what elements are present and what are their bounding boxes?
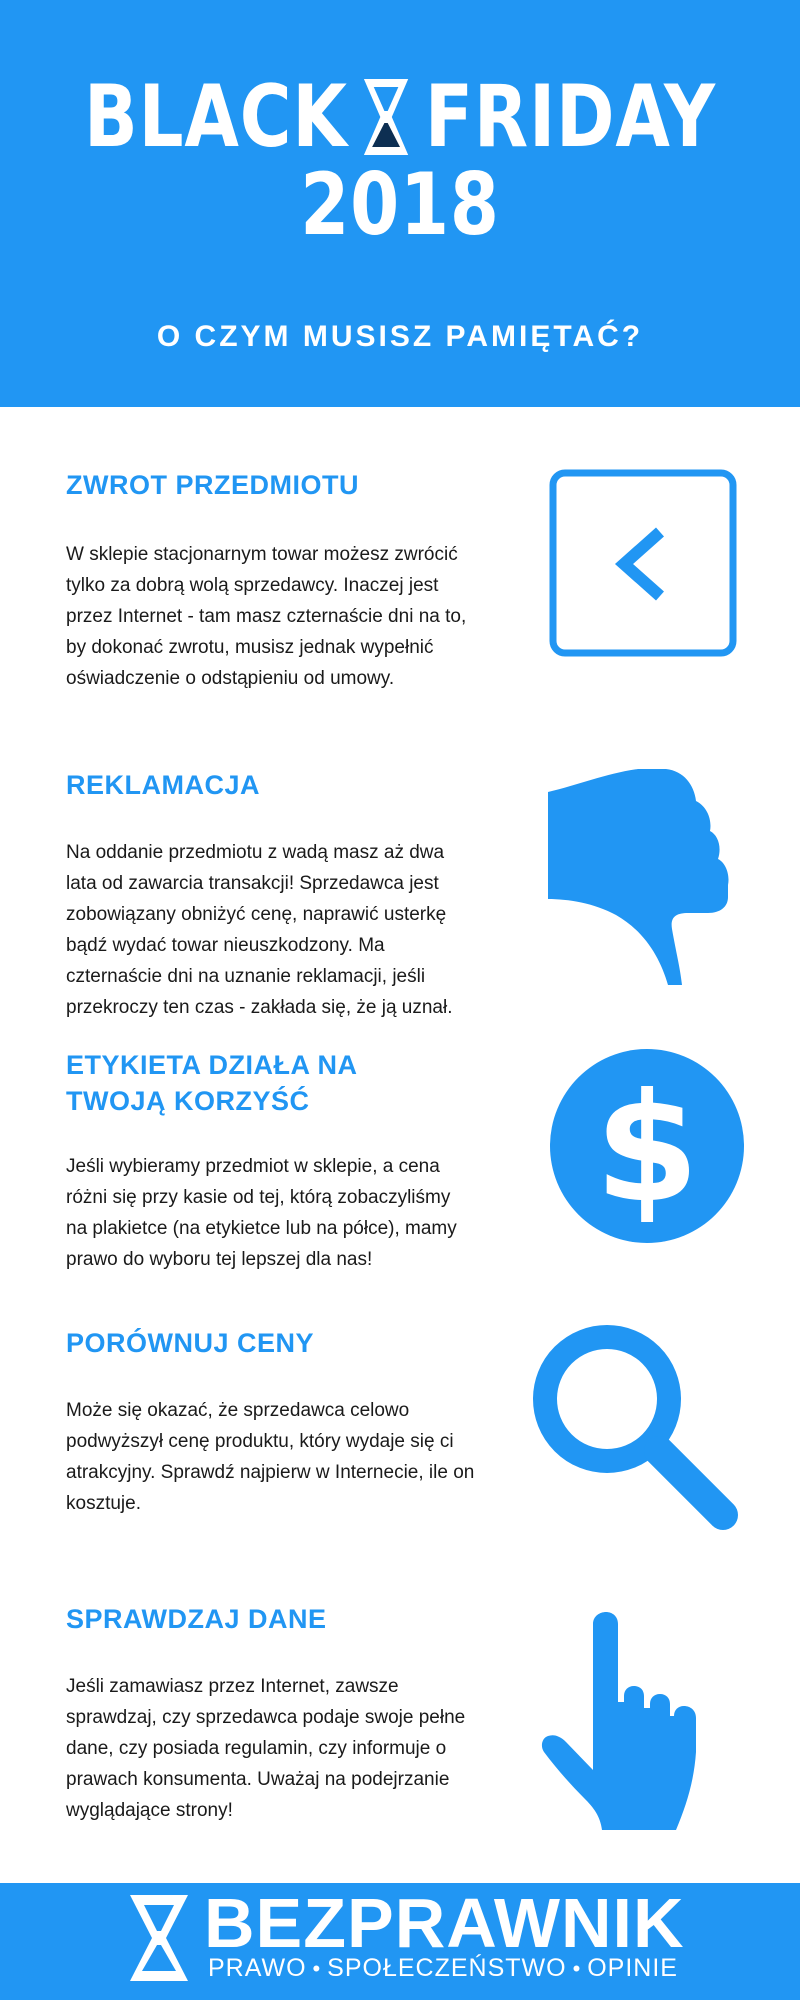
tagline-item: PRAWO <box>208 1954 307 1982</box>
section-title: PORÓWNUJ CENY <box>66 1328 315 1358</box>
section-check-data <box>66 1601 486 1821</box>
title-word-friday: FRIDAY <box>424 66 716 167</box>
section-title: REKLAMACJA <box>66 770 260 800</box>
tagline-item: SPOŁECZEŃSTWO <box>327 1954 567 1982</box>
section-text: W sklepie stacjonarnym towar możesz zwrócić tylko za dobrą wolą sprzedawcy. Inaczej jest przez Internet - tam masz czternaście dni na to, by dokonać zwrotu, musisz jednak wypełnić oświadczenie o odstąpieniu od umowy. <box>66 544 467 689</box>
tagline-separator: • <box>572 1955 582 1981</box>
section-compare-prices <box>66 1325 486 1514</box>
hourglass-icon <box>363 77 411 157</box>
title-word-black: BLACK <box>84 66 348 167</box>
tagline-separator: • <box>312 1955 322 1981</box>
section-title: ZWROT PRZEDMIOTU <box>66 470 359 500</box>
section-text: Może się okazać, że sprzedawca celowo podwyższył cenę produktu, który wydaje się ci atrakcyjny. Sprawdź najpierw w Internecie, ile on kosztuje. <box>66 1400 475 1514</box>
magnifier-icon <box>533 1325 743 1535</box>
section-text: Jeśli zamawiasz przez Internet, zawsze sprawdzaj, czy sprzedawca podaje swoje pełne dane, czy posiada regulamin, czy informuje o prawach konsumenta. Uważaj na podejrzanie wyglądające strony! <box>66 1676 466 1821</box>
thumbs-down-icon <box>548 767 743 987</box>
brand-logo-text: BEZPRAWNIK <box>204 1884 685 1962</box>
page-title-line1 <box>72 66 728 167</box>
section-text: Na oddanie przedmiotu z wadą masz aż dwa lata od zawarcia transakcji! Sprzedawca jest zobowiązany obniżyć cenę, naprawić usterkę bądź wydać towar nieuszkodzony. Ma czternaście dni na uznanie reklamacji, jeśli przekroczy ten czas - zakłada się, że ją uznał. <box>66 842 453 1018</box>
back-arrow-square-icon <box>548 468 738 658</box>
hourglass-logo-icon <box>128 1893 190 1983</box>
section-label-price <box>66 1047 486 1270</box>
section-title: SPRAWDZAJ DANE <box>66 1604 327 1634</box>
section-return <box>66 467 486 689</box>
page-title-year: 2018 <box>300 155 500 255</box>
pointing-hand-icon <box>540 1612 715 1832</box>
tagline-item: OPINIE <box>587 1954 678 1982</box>
dollar-coin-icon <box>548 1047 746 1245</box>
page-subtitle: O CZYM MUSISZ PAMIĘTAĆ? <box>156 320 644 353</box>
brand-tagline <box>208 1954 678 1983</box>
svg-text:$: $ <box>594 1062 700 1236</box>
section-title: ETYKIETA DZIAŁA NA TWOJĄ KORZYŚĆ <box>66 1050 357 1116</box>
section-complaint <box>66 767 486 1018</box>
section-text: Jeśli wybieramy przedmiot w sklepie, a cena różni się przy kasie od tej, którą zobaczyliśmy na plakietce (na etykietce lub na półce), mamy prawo do wyboru tej lepszej dla nas! <box>66 1156 457 1270</box>
